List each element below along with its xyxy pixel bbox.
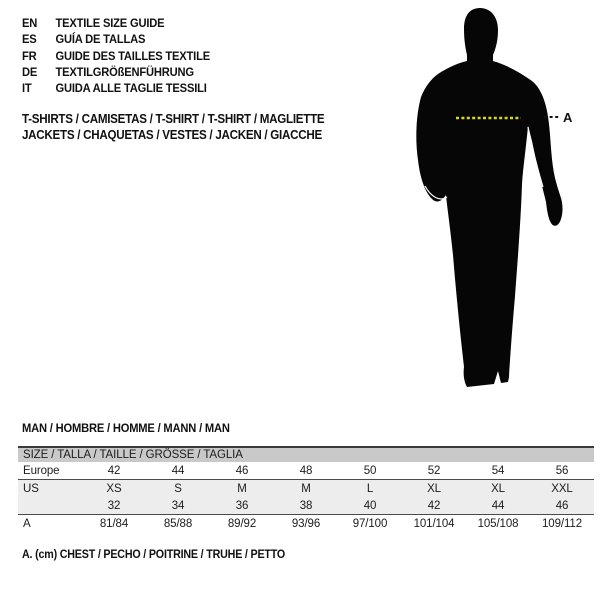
row-label: A — [23, 518, 31, 530]
size-cell: 34 — [171, 499, 185, 512]
language-code: DE — [22, 65, 38, 80]
language-code: IT — [22, 81, 32, 96]
size-cell: 105/108 — [477, 518, 519, 530]
size-cell: S — [174, 482, 182, 495]
measure-a-label: A — [563, 110, 573, 125]
size-cell: M — [301, 482, 311, 495]
size-cell: 89/92 — [227, 518, 257, 530]
man-silhouette — [395, 0, 600, 400]
language-title: TEXTILE SIZE GUIDE — [55, 16, 165, 31]
size-cell: 56 — [555, 464, 569, 477]
size-cell: 46 — [235, 464, 249, 477]
table-row-europe — [18, 462, 594, 480]
table-row-us — [18, 480, 594, 498]
language-code: ES — [22, 32, 37, 47]
language-row — [22, 80, 210, 96]
row-label: Europe — [23, 464, 60, 477]
size-cell: 97/100 — [352, 518, 388, 530]
size-cell: XL — [427, 482, 441, 495]
language-row — [22, 15, 210, 31]
size-cell: 40 — [363, 499, 377, 512]
section-title-man: MAN / HOMBRE / HOMME / MANN / MAN — [22, 421, 230, 435]
size-cell: 101/104 — [413, 518, 455, 530]
row-label: US — [23, 482, 39, 495]
language-title: GUIDA ALLE TAGLIE TESSILI — [55, 81, 207, 96]
language-row — [22, 48, 210, 64]
size-cell: 32 — [107, 499, 121, 512]
size-cell: M — [237, 482, 247, 495]
language-title: TEXTILGRÖßENFÜHRUNG — [55, 65, 194, 80]
size-cell: 52 — [427, 464, 441, 477]
size-cell: XXL — [551, 482, 573, 495]
size-table-header: SIZE / TALLA / TAILLE / GRÖSSE / TAGLIA — [18, 446, 594, 462]
size-table — [18, 446, 594, 533]
size-cell: 81/84 — [99, 518, 129, 530]
man-body-shape — [416, 8, 562, 387]
size-cell: 42 — [427, 499, 441, 512]
garment-type-list — [22, 111, 324, 144]
size-cell: 44 — [171, 464, 185, 477]
size-cell: 48 — [299, 464, 313, 477]
size-cell: XS — [106, 482, 122, 495]
table-row-us-numeric — [18, 498, 594, 516]
garment-line-tshirts: T-SHIRTS / CAMISETAS / T-SHIRT / T-SHIRT / MAGLIETTE — [22, 112, 325, 127]
language-title: GUÍA DE TALLAS — [55, 32, 146, 47]
man-silhouette-figure — [395, 0, 600, 400]
size-cell: L — [366, 482, 374, 495]
language-title-list — [22, 15, 210, 96]
size-cell: 36 — [235, 499, 249, 512]
language-code: EN — [22, 16, 38, 31]
language-row — [22, 31, 210, 47]
size-cell: 44 — [491, 499, 505, 512]
language-title: GUIDE DES TAILLES TEXTILE — [55, 48, 210, 63]
language-code: FR — [22, 48, 37, 63]
size-cell: 46 — [555, 499, 569, 512]
size-cell: 109/112 — [541, 518, 583, 530]
size-cell: 50 — [363, 464, 377, 477]
size-cell: 38 — [299, 499, 313, 512]
size-cell: 54 — [491, 464, 505, 477]
language-row — [22, 64, 210, 80]
size-cell: XL — [491, 482, 505, 495]
measurement-footnote: A. (cm) CHEST / PECHO / POITRINE / TRUHE / PETTO — [22, 549, 286, 561]
table-row-chest-a — [18, 515, 594, 533]
size-cell: 93/96 — [291, 518, 321, 530]
size-cell: 42 — [107, 464, 121, 477]
garment-line-jackets: JACKETS / CHAQUETAS / VESTES / JACKEN / GIACCHE — [22, 128, 322, 143]
size-cell: 85/88 — [163, 518, 193, 530]
